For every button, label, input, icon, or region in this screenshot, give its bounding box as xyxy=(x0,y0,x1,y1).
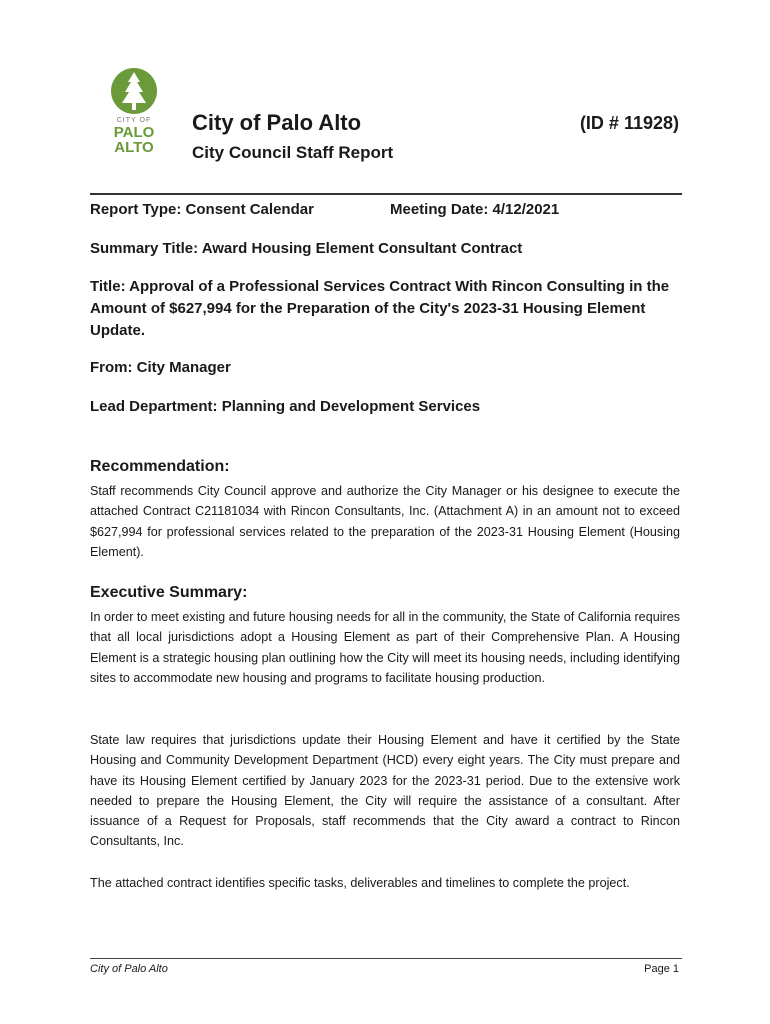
city-logo xyxy=(106,66,162,160)
footer-city: City of Palo Alto xyxy=(90,963,168,975)
logo-city-of: CITY OF xyxy=(116,117,152,124)
executive-summary-paragraph: In order to meet existing and future housing needs for all in the community, the State of California requires that all local jurisdictions adopt a Housing Element as part of their Comprehensive Plan. A Housing Element is a strategic housing plan outlining how the City will meet its housing needs, including identifying sites to accommodate new housing and programs to facilitate housing production. xyxy=(90,610,680,685)
tree-icon xyxy=(106,66,162,116)
report-type: Report Type: Consent Calendar xyxy=(90,201,314,218)
executive-summary-paragraph: The attached contract identifies specific tasks, deliverables and timelines to complete the project. xyxy=(90,876,630,890)
header-divider xyxy=(90,193,682,195)
logo-alto: ALTO xyxy=(114,139,154,156)
from-field: From: City Manager xyxy=(90,359,231,376)
summary-title: Summary Title: Award Housing Element Consultant Contract xyxy=(90,240,523,257)
report-title: Title: Approval of a Professional Services Contract With Rincon Consulting in the Amount of $627,994 for the Preparation of the City's 2023-31 Housing Element Update. xyxy=(90,278,670,339)
report-id: (ID # 11928) xyxy=(579,113,679,133)
recommendation-heading: Recommendation: xyxy=(90,458,230,475)
recommendation-text: Staff recommends City Council approve and authorize the City Manager or his designee to execute the attached Contract C21181034 with Rincon Consultants, Inc. (Attachment A) in an amount not to exceed $627,994 for professional services related to the preparation of the 2023-31 Housing Element (Housing Element). xyxy=(90,484,680,559)
executive-summary-paragraph: State law requires that jurisdictions update their Housing Element and have it certified by the State Housing and Community Development Department (HCD) every eight years. The City must prepare and have its Housing Element certified by January 2023 for the 2023-31 period. Due to the extensive work needed to prepare the Housing Element, the City will require the assistance of a consultant. After issuance of a Request for Proposals, staff recommends that the City award a contract to Rincon Consultants, Inc. xyxy=(90,733,680,849)
logo-palo: PALO xyxy=(113,124,155,141)
footer-divider xyxy=(90,958,682,959)
executive-summary-heading: Executive Summary: xyxy=(90,584,248,601)
page-title: City of Palo Alto xyxy=(192,110,362,135)
meeting-date: Meeting Date: 4/12/2021 xyxy=(390,201,560,218)
lead-department: Lead Department: Planning and Development Services xyxy=(90,398,481,415)
page-subtitle: City Council Staff Report xyxy=(192,143,394,162)
page-number: Page 1 xyxy=(644,963,679,975)
